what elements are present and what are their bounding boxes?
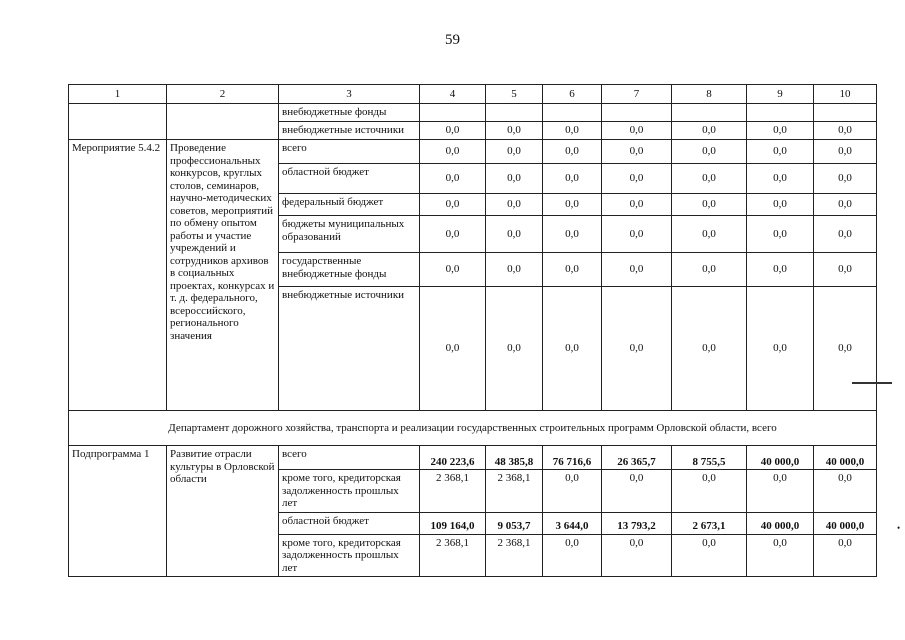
source-cell: кроме того, кредиторская задолженность прошлых лет (279, 534, 420, 577)
value-cell: 9 053,7 (486, 512, 543, 534)
value-cell (486, 104, 543, 122)
prev-description-cell (167, 104, 279, 140)
value-cell: 0,0 (672, 253, 747, 287)
source-cell: всего (279, 446, 420, 470)
value-cell: 0,0 (672, 122, 747, 140)
value-cell: 0,0 (672, 534, 747, 577)
budget-table (68, 84, 877, 577)
source-cell: государственные внебюджетные фонды (279, 253, 420, 287)
value-cell: 0,0 (543, 216, 602, 253)
value-cell: 0,0 (602, 287, 672, 411)
header-col-8: 8 (672, 85, 747, 104)
value-cell: 0,0 (602, 216, 672, 253)
value-cell: 40 000,0 (814, 446, 877, 470)
value-cell: 0,0 (486, 216, 543, 253)
value-cell: 0,0 (814, 164, 877, 194)
value-cell: 0,0 (420, 140, 486, 164)
value-cell: 0,0 (543, 253, 602, 287)
value-cell: 0,0 (543, 122, 602, 140)
header-col-2: 2 (167, 85, 279, 104)
value-cell: 0,0 (672, 216, 747, 253)
source-cell: федеральный бюджет (279, 194, 420, 216)
value-cell: 0,0 (486, 122, 543, 140)
value-cell: 0,0 (814, 194, 877, 216)
value-cell: 2 368,1 (420, 470, 486, 513)
value-cell: 0,0 (486, 164, 543, 194)
value-cell: 0,0 (672, 287, 747, 411)
value-cell: 2 368,1 (420, 534, 486, 577)
value-cell: 0,0 (814, 216, 877, 253)
value-cell: 0,0 (602, 194, 672, 216)
header-col-7: 7 (602, 85, 672, 104)
value-cell: 0,0 (602, 164, 672, 194)
value-cell: 0,0 (486, 140, 543, 164)
value-cell (543, 104, 602, 122)
section-title: Департамент дорожного хозяйства, транспорта и реализации государственных строительных программ Орловской области, всего (69, 411, 877, 446)
value-cell: 0,0 (814, 287, 877, 411)
value-cell: 0,0 (602, 253, 672, 287)
value-cell: 0,0 (814, 140, 877, 164)
value-cell: 0,0 (420, 194, 486, 216)
value-cell: 109 164,0 (420, 512, 486, 534)
value-cell: 0,0 (672, 470, 747, 513)
value-cell: 240 223,6 (420, 446, 486, 470)
source-cell: кроме того, кредиторская задолженность прошлых лет (279, 470, 420, 513)
value-cell: 2 368,1 (486, 470, 543, 513)
value-cell: 48 385,8 (486, 446, 543, 470)
source-cell: внебюджетные фонды (279, 104, 420, 122)
measure-description: Проведение профессиональных конкурсов, круглых столов, семинаров, научно-методических советов, мероприятий по обмену опытом работы и участие учреждений и сотрудников архивов в социальных проектах, конкурсах и т. д. федерального, всероссийского, регионального значения (167, 140, 279, 411)
header-col-10: 10 (814, 85, 877, 104)
value-cell: 0,0 (543, 194, 602, 216)
value-cell: 2 368,1 (486, 534, 543, 577)
value-cell: 0,0 (747, 164, 814, 194)
value-cell: 0,0 (543, 140, 602, 164)
value-cell: 0,0 (814, 253, 877, 287)
page-number: 59 (445, 32, 460, 48)
source-cell: бюджеты муниципальных образований (279, 216, 420, 253)
value-cell: 0,0 (486, 287, 543, 411)
value-cell (814, 104, 877, 122)
header-col-9: 9 (747, 85, 814, 104)
value-cell: 0,0 (747, 253, 814, 287)
value-cell: 0,0 (814, 470, 877, 513)
subprogram-code: Подпрограмма 1 (69, 446, 167, 577)
value-cell: 0,0 (420, 164, 486, 194)
value-cell: 0,0 (543, 534, 602, 577)
table-row (69, 446, 877, 470)
value-cell: 40 000,0 (814, 512, 877, 534)
header-col-5: 5 (486, 85, 543, 104)
header-col-6: 6 (543, 85, 602, 104)
value-cell: 0,0 (602, 470, 672, 513)
source-cell: областной бюджет (279, 164, 420, 194)
value-cell: 0,0 (602, 122, 672, 140)
table-row (69, 104, 877, 122)
header-col-1: 1 (69, 85, 167, 104)
value-cell: 0,0 (420, 122, 486, 140)
value-cell: 0,0 (747, 122, 814, 140)
value-cell: 0,0 (672, 140, 747, 164)
value-cell (672, 104, 747, 122)
measure-code: Мероприятие 5.4.2 (69, 140, 167, 411)
header-col-4: 4 (420, 85, 486, 104)
prev-code-cell (69, 104, 167, 140)
value-cell: 0,0 (747, 470, 814, 513)
table-row (69, 411, 877, 446)
value-cell: 0,0 (672, 194, 747, 216)
subprogram-description: Развитие отрасли культуры в Орловской области (167, 446, 279, 577)
value-cell: 0,0 (602, 140, 672, 164)
value-cell: 40 000,0 (747, 446, 814, 470)
value-cell: 76 716,6 (543, 446, 602, 470)
value-cell (420, 104, 486, 122)
value-cell: 0,0 (602, 534, 672, 577)
value-cell: 0,0 (486, 194, 543, 216)
value-cell: 0,0 (747, 194, 814, 216)
value-cell: 0,0 (814, 534, 877, 577)
value-cell: 0,0 (420, 287, 486, 411)
header-col-3: 3 (279, 85, 420, 104)
value-cell: 2 673,1 (672, 512, 747, 534)
value-cell: 40 000,0 (747, 512, 814, 534)
header-row (69, 85, 877, 104)
source-cell: всего (279, 140, 420, 164)
margin-dot-mark: • (897, 523, 901, 533)
value-cell: 0,0 (420, 253, 486, 287)
value-cell (602, 104, 672, 122)
value-cell: 3 644,0 (543, 512, 602, 534)
value-cell: 13 793,2 (602, 512, 672, 534)
value-cell: 8 755,5 (672, 446, 747, 470)
value-cell: 0,0 (486, 253, 543, 287)
value-cell: 0,0 (747, 216, 814, 253)
value-cell: 0,0 (543, 287, 602, 411)
value-cell: 0,0 (747, 534, 814, 577)
value-cell: 0,0 (543, 470, 602, 513)
value-cell: 0,0 (420, 216, 486, 253)
value-cell: 26 365,7 (602, 446, 672, 470)
value-cell: 0,0 (672, 164, 747, 194)
source-cell: внебюджетные источники (279, 122, 420, 140)
value-cell: 0,0 (747, 287, 814, 411)
value-cell: 0,0 (747, 140, 814, 164)
value-cell: 0,0 (814, 122, 877, 140)
value-cell (747, 104, 814, 122)
source-cell: внебюджетные источники (279, 287, 420, 411)
table-row (69, 140, 877, 164)
source-cell: областной бюджет (279, 512, 420, 534)
margin-arrow-mark (852, 381, 894, 385)
value-cell: 0,0 (543, 164, 602, 194)
